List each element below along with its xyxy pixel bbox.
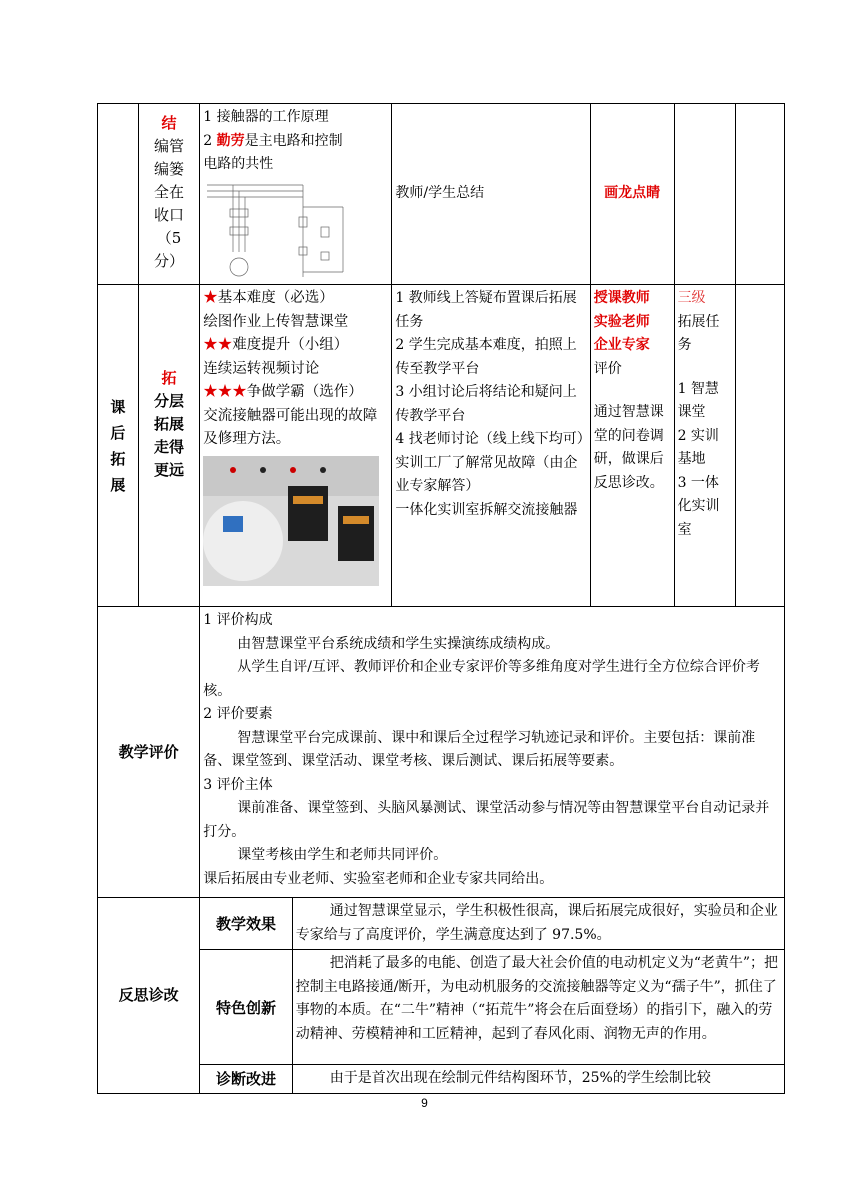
- summary-content-cell: 1 接触器的工作原理 2 勤劳是主电路和控制 电路的共性: [200, 104, 392, 285]
- contactor-photo: [203, 456, 379, 586]
- evaluation-paragraph: 从学生自评/互评、教师评价和企业专家评价等多维角度对学生进行全方位综合评价考核。: [203, 659, 760, 699]
- evaluation-title: 教学评价: [98, 607, 200, 898]
- summary-method-cell: 画龙点睛: [590, 104, 674, 285]
- reflection-item: 特色创新 把消耗了最多的电能、创造了最大社会价值的电动机定义为“老黄牛”；把控制主电路接通/断开，为电动机服务的交流接触器等定义为“孺子牛”，抓住了事物的本质。在“二牛”精神（“拓荒牛”将会在后面登场）的指引下，融入的劳动精神、劳模精神和工匠精神，起到了春风化雨、润物无声的作用。: [200, 950, 784, 1065]
- page-number: 9: [421, 1096, 428, 1110]
- evaluation-paragraph: 3 评价主体: [203, 776, 273, 793]
- evaluation-row: [98, 607, 785, 898]
- summary-row: [98, 104, 785, 285]
- evaluation-paragraph: 课前准备、课堂签到、头脑风暴测试、课堂活动参与情况等由智慧课堂平台自动记录并打分。: [203, 800, 770, 840]
- reflection-item: 诊断改进 由于是首次出现在绘制元件结构图环节，25%的学生绘制比较: [200, 1065, 784, 1093]
- summary-activity-cell: 教师/学生总结: [392, 104, 590, 285]
- extension-evaluation-cell: 授课教师 实验老师 企业专家 评价 通过智慧课堂的问卷调研，做课后反思诊改。: [590, 285, 674, 607]
- reflection-subtable: [200, 898, 784, 1093]
- evaluation-body: [200, 607, 785, 898]
- evaluation-paragraph: 课堂考核由学生和老师共同评价。: [237, 847, 448, 863]
- extension-stage-cell: 拓 分层 拓展 走得 更远: [138, 285, 199, 607]
- summary-section-cell: [98, 104, 139, 285]
- evaluation-paragraph: 智慧课堂平台完成课前、课中和课后全过程学习轨迹记录和评价。主要包括：课前准备、课堂签到、课堂活动、课堂考核、课后测试、课后拓展等要素。: [203, 729, 756, 769]
- extension-row: [98, 285, 785, 607]
- lesson-plan-table: [97, 103, 785, 1094]
- evaluation-paragraph: 1 评价构成: [203, 612, 273, 628]
- extension-levels-cell: 三级 拓展任务 1 智慧课堂 2 实训基地 3 一体化实训室: [674, 285, 735, 607]
- extension-content-cell: ★基本难度（必选） 绘图作业上传智慧课堂 ★★难度提升（小组） 连续运转视频讨论 ★★★争做学霸（选作） 交流接触器可能出现的故障及修理方法。: [200, 285, 392, 607]
- reflection-title: 反思诊改: [98, 898, 200, 1094]
- stage-title: 结: [161, 114, 177, 132]
- reflection-row: [98, 898, 785, 1094]
- evaluation-paragraph: 课后拓展由专业老师、实验室老师和企业专家共同给出。: [203, 870, 554, 887]
- evaluation-paragraph: 2 评价要素: [203, 706, 273, 722]
- extension-activity-cell: 1 教师线上答疑布置课后拓展任务 2 学生完成基本难度，拍照上传至教学平台 3 小组讨论后将结论和疑问上传教学平台 4 找老师讨论（线上线下均可） 实训工厂了解常见故障（由企业专家解答） 一体化实训室拆解交流接触器: [392, 285, 590, 607]
- circuit-diagram-image: [203, 177, 353, 282]
- extension-section-cell: 课 后 拓 展: [98, 285, 139, 607]
- summary-stage-cell: 结 编管 编篓 全在 收口 （5 分）: [138, 104, 199, 285]
- reflection-item: 教学效果 通过智慧课堂显示，学生积极性很高，课后拓展完成很好，实验员和企业专家给与了高度评价，学生满意度达到了 97.5%。: [200, 898, 784, 950]
- evaluation-paragraph: 由智慧课堂平台系统成绩和学生实操演练成绩构成。: [237, 635, 560, 652]
